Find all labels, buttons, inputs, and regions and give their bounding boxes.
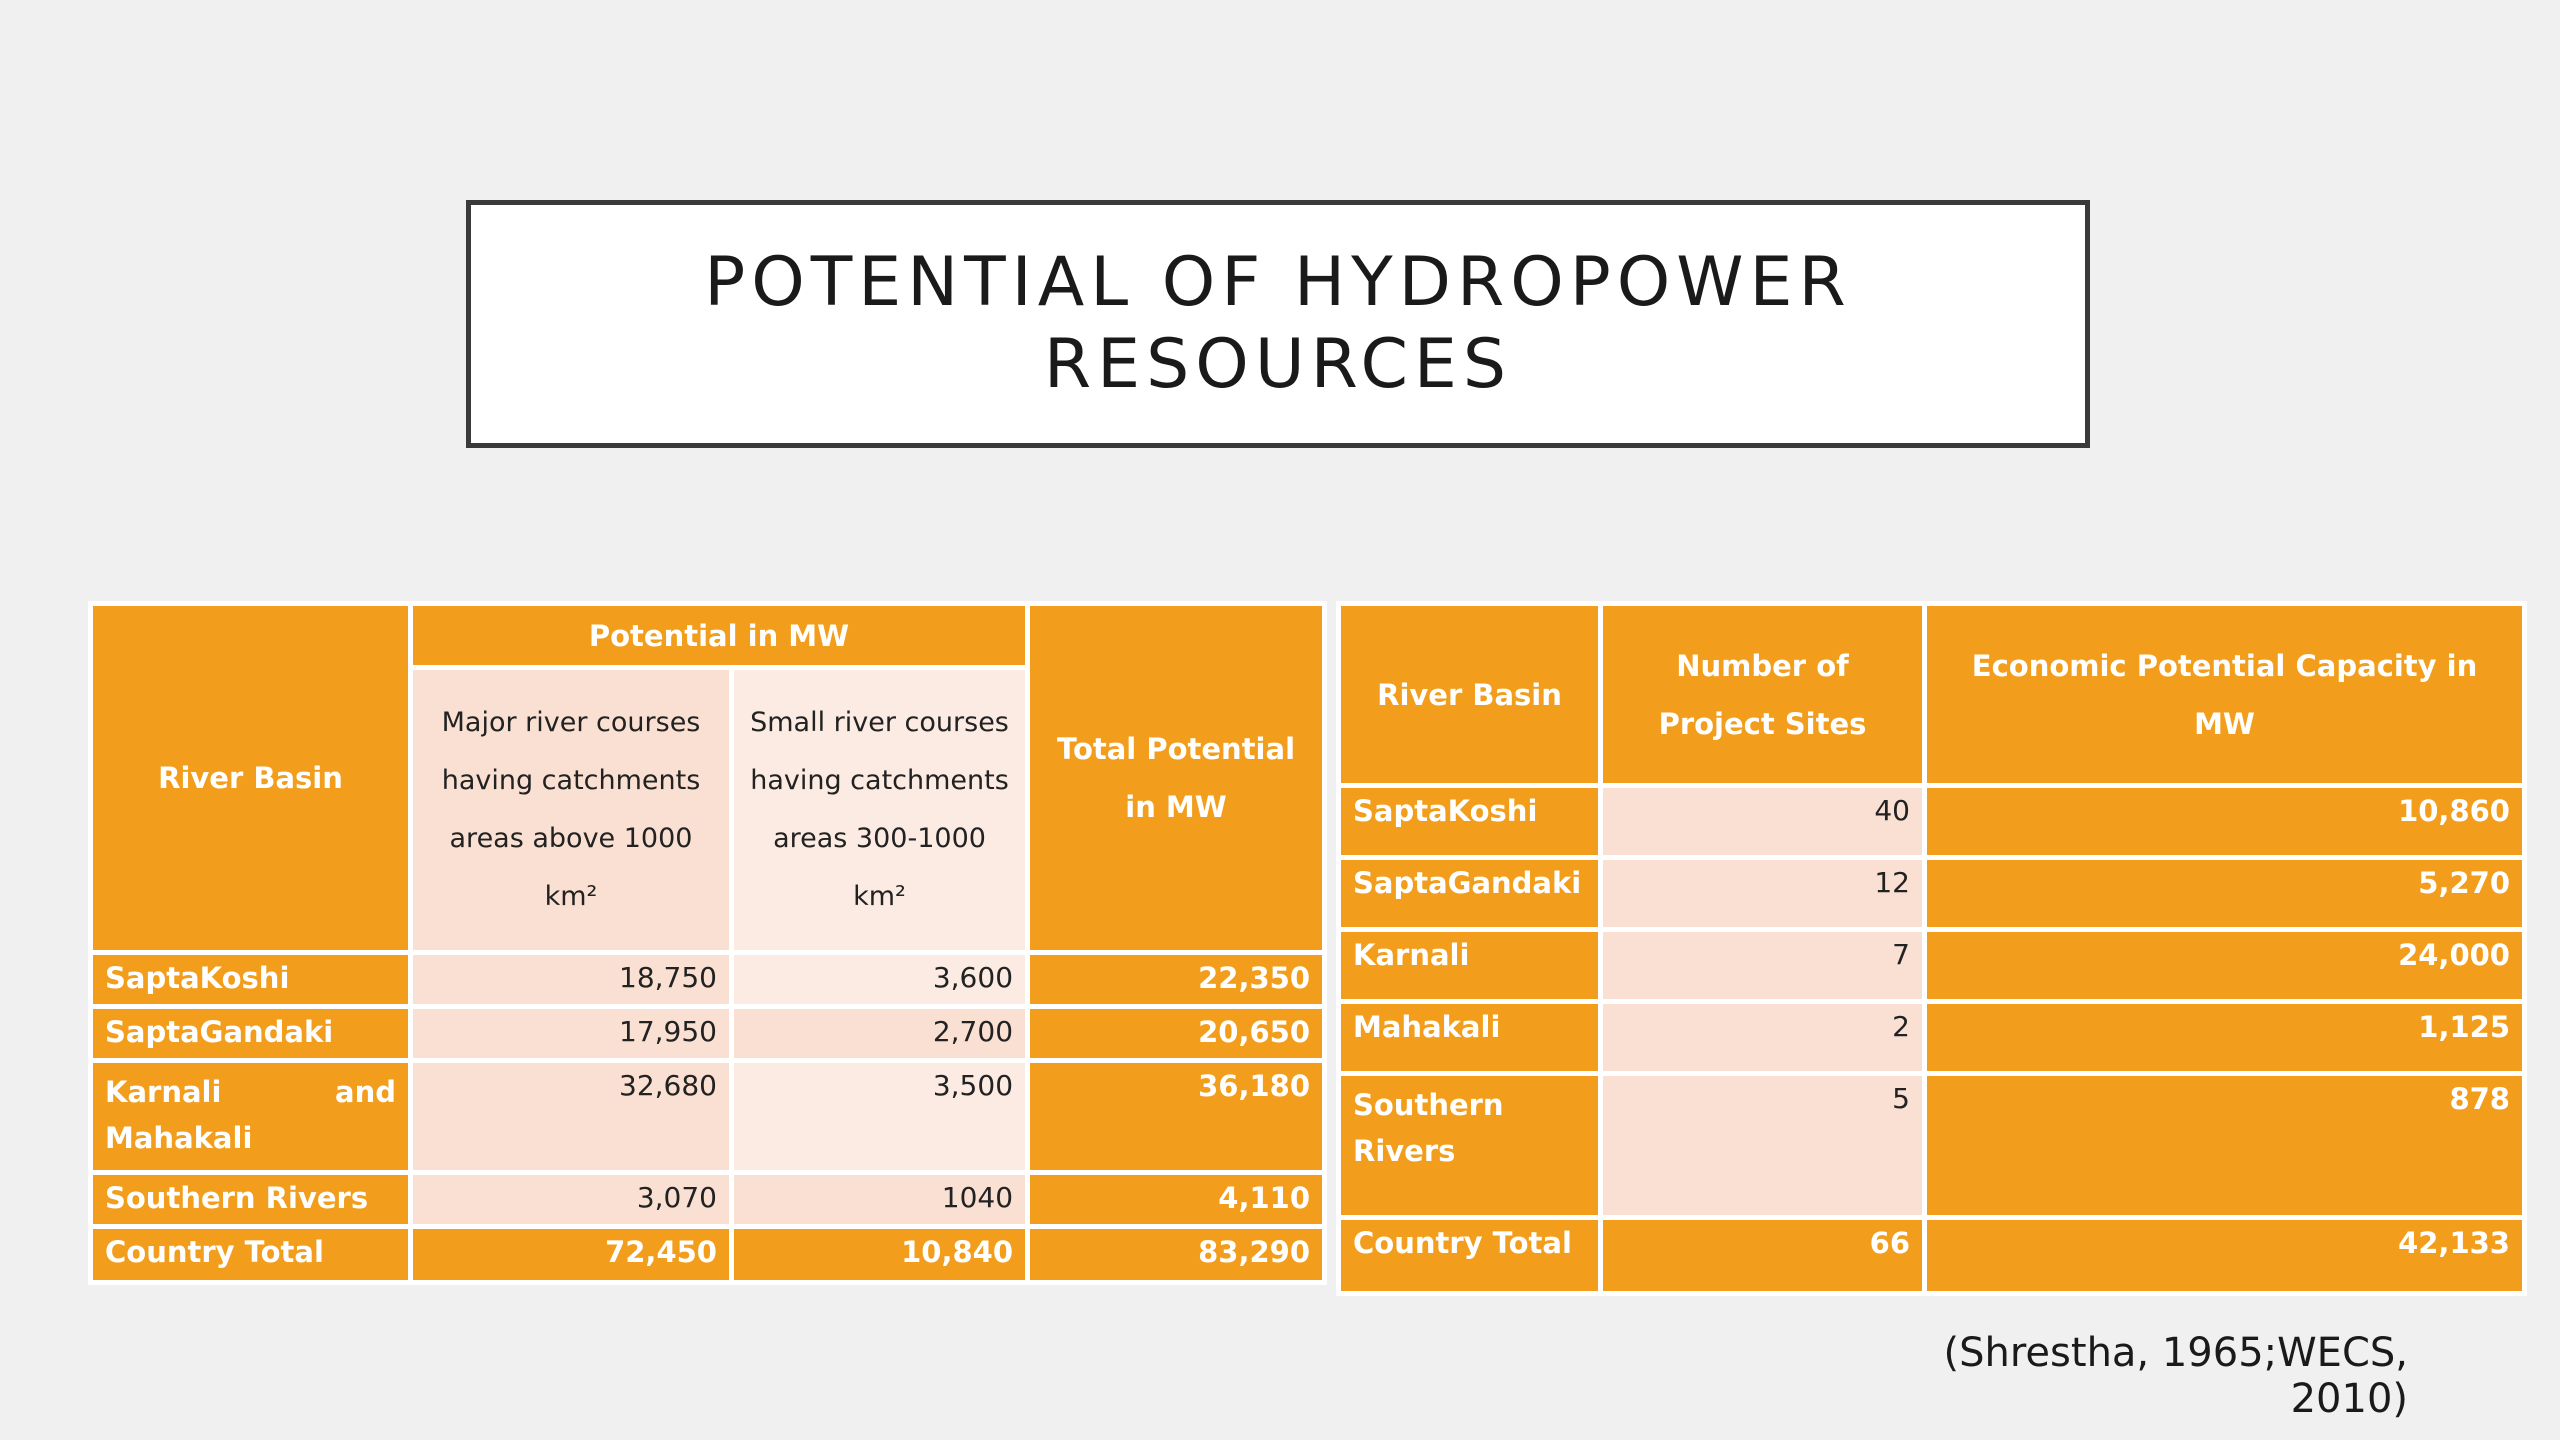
total-major: 72,450 <box>411 1227 732 1283</box>
table-row <box>91 1173 1325 1227</box>
hydropower-potential-table <box>88 601 1327 1285</box>
row-sites: 7 <box>1601 930 1925 1002</box>
header-river-basin: River Basin <box>1339 604 1601 786</box>
row-sites: 2 <box>1601 1002 1925 1074</box>
header-small-river-courses: Small river courses having catchments areas 300-1000 km² <box>732 668 1028 953</box>
row-basin: Southern Rivers <box>91 1173 411 1227</box>
row-basin: Southern Rivers <box>1339 1074 1601 1218</box>
row-major: 18,750 <box>411 953 732 1007</box>
row-basin: SaptaKoshi <box>1339 786 1601 858</box>
row-small: 1040 <box>732 1173 1028 1227</box>
economic-potential-table <box>1336 601 2527 1296</box>
table-row <box>1339 1074 2525 1218</box>
row-major: 32,680 <box>411 1061 732 1173</box>
row-major: 3,070 <box>411 1173 732 1227</box>
row-basin: Karnali <box>1339 930 1601 1002</box>
table-row <box>1339 786 2525 858</box>
total-sites: 66 <box>1601 1218 1925 1294</box>
table-row <box>1339 930 2525 1002</box>
total-basin: Country Total <box>91 1227 411 1283</box>
total-row <box>1339 1218 2525 1294</box>
row-basin: Karnali and Mahakali <box>91 1061 411 1173</box>
row-major: 17,950 <box>411 1007 732 1061</box>
row-sites: 12 <box>1601 858 1925 930</box>
row-small: 3,500 <box>732 1061 1028 1173</box>
row-capacity: 1,125 <box>1925 1002 2525 1074</box>
row-basin: SaptaKoshi <box>91 953 411 1007</box>
row-small: 2,700 <box>732 1007 1028 1061</box>
row-capacity: 24,000 <box>1925 930 2525 1002</box>
total-row <box>91 1227 1325 1283</box>
row-total: 22,350 <box>1028 953 1325 1007</box>
table-row <box>91 953 1325 1007</box>
row-basin: SaptaGandaki <box>1339 858 1601 930</box>
row-capacity: 10,860 <box>1925 786 2525 858</box>
table-row <box>1339 858 2525 930</box>
source-citation: (Shrestha, 1965;WECS, 2010) <box>1943 1330 2408 1422</box>
slide-title: POTENTIAL OF HYDROPOWER RESOURCES <box>704 243 1852 404</box>
header-economic-capacity: Economic Potential Capacity in MW <box>1925 604 2525 786</box>
table-row <box>91 1061 1325 1173</box>
row-sites: 40 <box>1601 786 1925 858</box>
header-total-potential: Total Potential in MW <box>1028 604 1325 953</box>
header-potential-in-mw: Potential in MW <box>411 604 1028 668</box>
row-basin: Mahakali <box>1339 1002 1601 1074</box>
title-box <box>466 200 2090 448</box>
header-major-river-courses: Major river courses having catchments areas above 1000 km² <box>411 668 732 953</box>
table-row <box>1339 1002 2525 1074</box>
row-total: 36,180 <box>1028 1061 1325 1173</box>
total-small: 10,840 <box>732 1227 1028 1283</box>
total-total: 83,290 <box>1028 1227 1325 1283</box>
header-project-sites: Number of Project Sites <box>1601 604 1925 786</box>
table-row <box>91 1007 1325 1061</box>
row-total: 4,110 <box>1028 1173 1325 1227</box>
row-basin: SaptaGandaki <box>91 1007 411 1061</box>
total-basin: Country Total <box>1339 1218 1601 1294</box>
row-small: 3,600 <box>732 953 1028 1007</box>
row-capacity: 5,270 <box>1925 858 2525 930</box>
total-capacity: 42,133 <box>1925 1218 2525 1294</box>
header-river-basin: River Basin <box>91 604 411 953</box>
row-capacity: 878 <box>1925 1074 2525 1218</box>
row-sites: 5 <box>1601 1074 1925 1218</box>
row-total: 20,650 <box>1028 1007 1325 1061</box>
